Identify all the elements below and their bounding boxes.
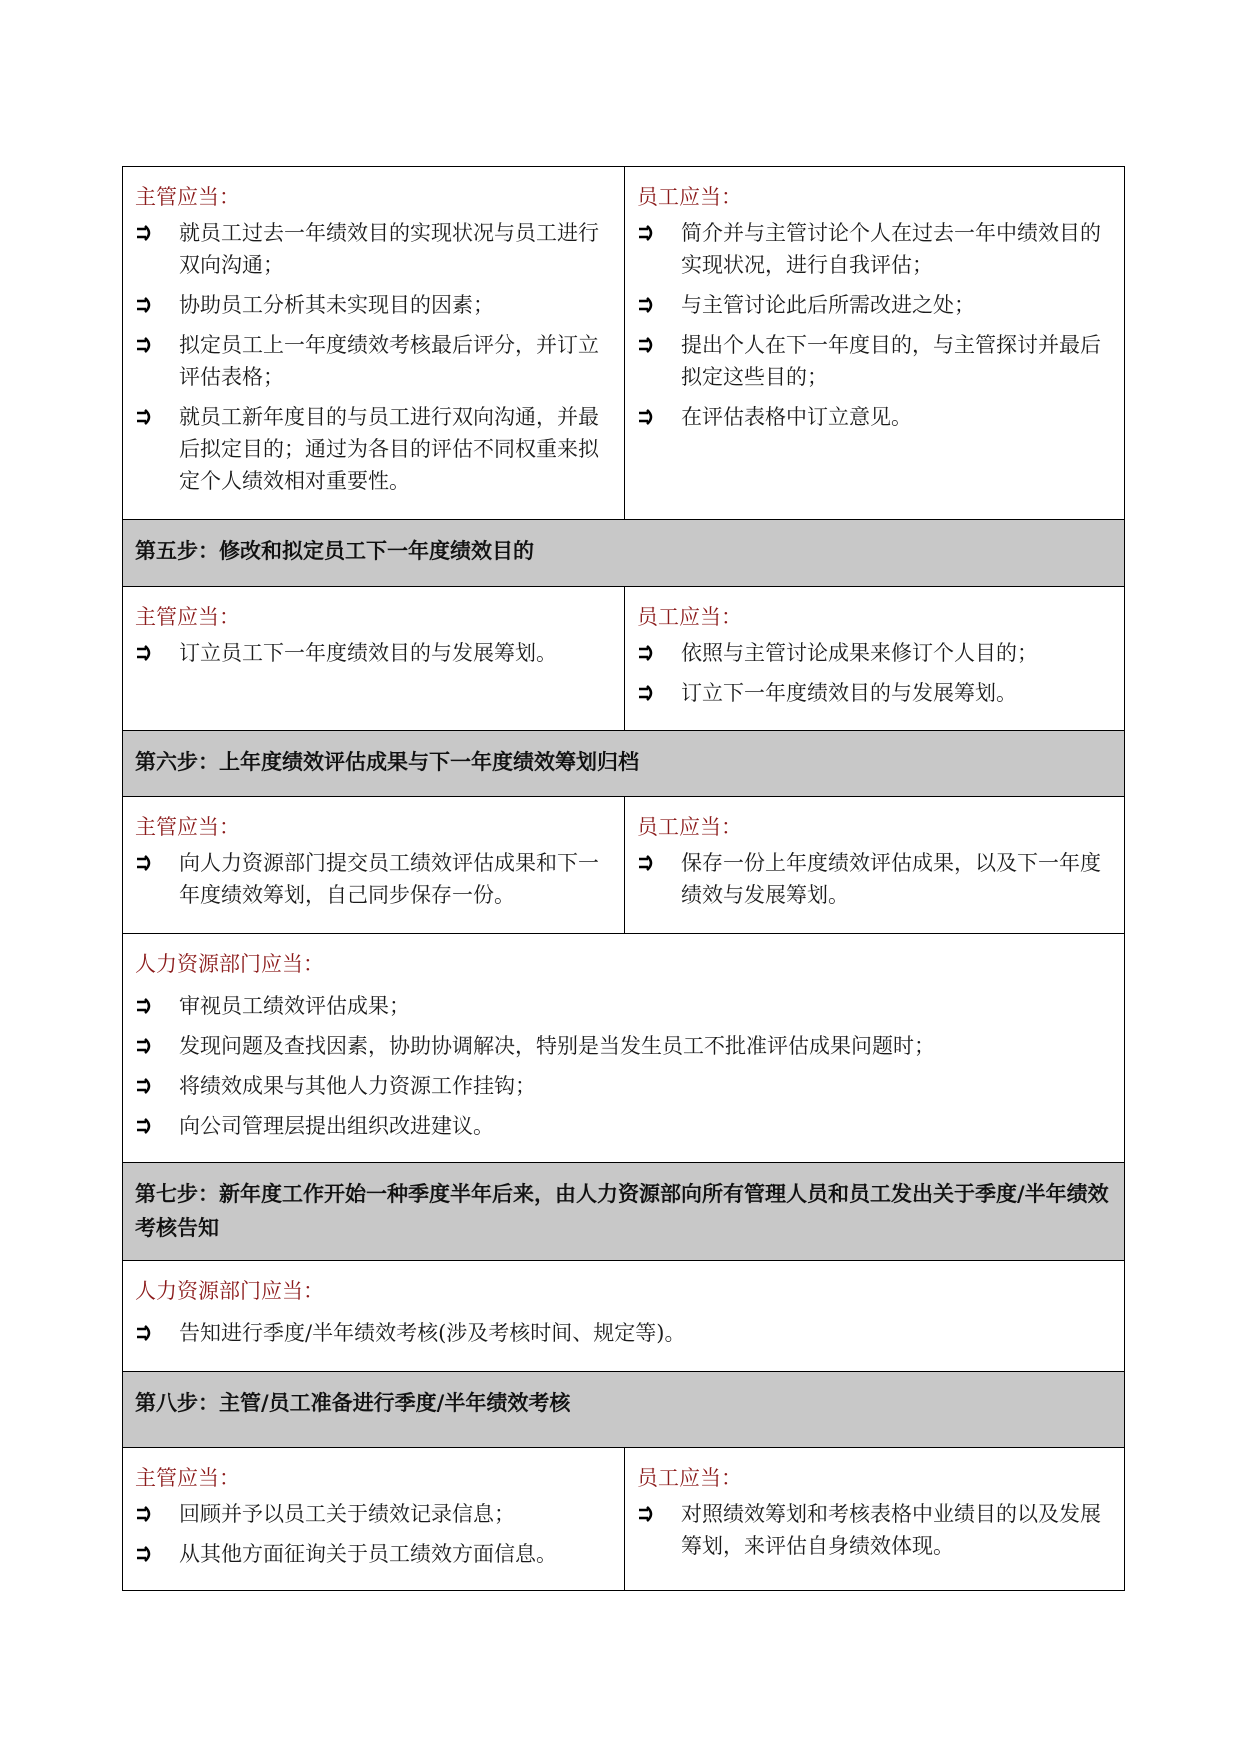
employee-cell bbox=[625, 1448, 1124, 1590]
item-text: 将绩效成果与其他人力资源工作挂钩； bbox=[179, 1074, 536, 1098]
step-five-header bbox=[122, 520, 1125, 587]
list-item bbox=[135, 1030, 1112, 1062]
item-text: 向公司管理层提出组织改进建议。 bbox=[179, 1114, 494, 1138]
list-item bbox=[135, 1110, 1112, 1142]
item-text: 拟定员工上一年度绩效考核最后评分，并订立评估表格； bbox=[179, 333, 599, 389]
list-item bbox=[135, 990, 1112, 1022]
arrow-bullet-icon bbox=[135, 1110, 179, 1134]
item-text: 在评估表格中订立意见。 bbox=[681, 405, 912, 429]
role-heading: 主管应当： bbox=[135, 815, 240, 839]
list-item bbox=[637, 847, 1112, 911]
supervisor-cell bbox=[123, 587, 625, 730]
employee-cell bbox=[625, 167, 1124, 519]
item-text: 订立员工下一年度绩效目的与发展筹划。 bbox=[179, 641, 557, 665]
list-item bbox=[135, 289, 612, 321]
item-text: 依照与主管讨论成果来修订个人目的； bbox=[681, 641, 1038, 665]
supervisor-list bbox=[135, 1498, 612, 1570]
employee-cell bbox=[625, 797, 1124, 933]
employee-list bbox=[637, 637, 1112, 709]
item-text: 发现问题及查找因素，协助协调解决，特别是当发生员工不批准评估成果问题时； bbox=[179, 1034, 935, 1058]
item-text: 从其他方面征询关于员工绩效方面信息。 bbox=[179, 1542, 557, 1566]
item-text: 审视员工绩效评估成果； bbox=[179, 994, 410, 1018]
role-heading: 人力资源部门应当： bbox=[135, 1279, 324, 1303]
list-item bbox=[135, 1070, 1112, 1102]
role-heading: 主管应当： bbox=[135, 185, 240, 209]
arrow-bullet-icon bbox=[135, 1070, 179, 1094]
arrow-bullet-icon bbox=[637, 677, 681, 701]
list-item bbox=[637, 677, 1112, 709]
arrow-bullet-icon bbox=[135, 1498, 179, 1522]
list-item bbox=[135, 847, 612, 911]
list-item bbox=[135, 401, 612, 497]
arrow-bullet-icon bbox=[637, 637, 681, 661]
list-item bbox=[135, 217, 612, 281]
arrow-bullet-icon bbox=[135, 1030, 179, 1054]
supervisor-cell bbox=[123, 1448, 625, 1590]
item-text: 回顾并予以员工关于绩效记录信息； bbox=[179, 1502, 515, 1526]
arrow-bullet-icon bbox=[135, 217, 179, 241]
step-title: 第五步：修改和拟定员工下一年度绩效目的 bbox=[135, 539, 534, 563]
list-item bbox=[637, 217, 1112, 281]
hr-list bbox=[135, 1317, 1112, 1349]
step-six-header bbox=[122, 731, 1125, 797]
item-text: 向人力资源部门提交员工绩效评估成果和下一年度绩效筹划，自己同步保存一份。 bbox=[179, 851, 599, 907]
item-text: 订立下一年度绩效目的与发展筹划。 bbox=[681, 681, 1017, 705]
step-title: 第八步：主管/员工准备进行季度/半年绩效考核 bbox=[135, 1391, 571, 1415]
arrow-bullet-icon bbox=[637, 1498, 681, 1522]
item-text: 对照绩效筹划和考核表格中业绩目的以及发展筹划，来评估自身绩效体现。 bbox=[681, 1502, 1101, 1558]
item-text: 保存一份上年度绩效评估成果，以及下一年度绩效与发展筹划。 bbox=[681, 851, 1101, 907]
step-eight-header bbox=[122, 1372, 1125, 1448]
step-title: 第七步：新年度工作开始一种季度半年后来，由人力资源部向所有管理人员和员工发出关于季度/半年绩效考核告知 bbox=[135, 1182, 1109, 1240]
arrow-bullet-icon bbox=[637, 329, 681, 353]
item-text: 告知进行季度/半年绩效考核(涉及考核时间、规定等)。 bbox=[179, 1321, 686, 1345]
list-item bbox=[637, 1498, 1112, 1562]
hr-cell bbox=[123, 934, 1124, 1160]
item-text: 提出个人在下一年度目的，与主管探讨并最后拟定这些目的； bbox=[681, 333, 1101, 389]
item-text: 就员工新年度目的与员工进行双向沟通，并最后拟定目的；通过为各目的评估不同权重来拟定个人绩效相对重要性。 bbox=[179, 405, 599, 493]
responsibility-row bbox=[122, 166, 1125, 520]
role-heading: 员工应当： bbox=[637, 1466, 742, 1490]
supervisor-list bbox=[135, 217, 612, 497]
arrow-bullet-icon bbox=[637, 289, 681, 313]
supervisor-cell bbox=[123, 167, 625, 519]
role-heading: 员工应当： bbox=[637, 815, 742, 839]
hr-list bbox=[135, 990, 1112, 1142]
arrow-bullet-icon bbox=[135, 637, 179, 661]
arrow-bullet-icon bbox=[135, 289, 179, 313]
list-item bbox=[637, 401, 1112, 433]
arrow-bullet-icon bbox=[135, 329, 179, 353]
role-heading: 主管应当： bbox=[135, 605, 240, 629]
supervisor-list bbox=[135, 847, 612, 911]
item-text: 与主管讨论此后所需改进之处； bbox=[681, 293, 975, 317]
arrow-bullet-icon bbox=[135, 990, 179, 1014]
responsibility-row bbox=[122, 1448, 1125, 1591]
list-item bbox=[637, 637, 1112, 669]
responsibility-row bbox=[122, 587, 1125, 731]
supervisor-cell bbox=[123, 797, 625, 933]
item-text: 就员工过去一年绩效目的实现状况与员工进行双向沟通； bbox=[179, 221, 599, 277]
arrow-bullet-icon bbox=[637, 217, 681, 241]
item-text: 简介并与主管讨论个人在过去一年中绩效目的实现状况，进行自我评估； bbox=[681, 221, 1101, 277]
list-item bbox=[135, 637, 612, 669]
employee-list bbox=[637, 847, 1112, 911]
list-item bbox=[637, 289, 1112, 321]
role-heading: 人力资源部门应当： bbox=[135, 952, 324, 976]
arrow-bullet-icon bbox=[135, 847, 179, 871]
role-heading: 员工应当： bbox=[637, 185, 742, 209]
responsibility-row bbox=[122, 797, 1125, 934]
arrow-bullet-icon bbox=[135, 1317, 179, 1341]
role-heading: 员工应当： bbox=[637, 605, 742, 629]
employee-list bbox=[637, 1498, 1112, 1562]
employee-list bbox=[637, 217, 1112, 433]
supervisor-list bbox=[135, 637, 612, 669]
employee-cell bbox=[625, 587, 1124, 730]
list-item bbox=[135, 1538, 612, 1570]
list-item bbox=[135, 1498, 612, 1530]
step-title: 第六步：上年度绩效评估成果与下一年度绩效筹划归档 bbox=[135, 750, 639, 774]
item-text: 协助员工分析其未实现目的因素； bbox=[179, 293, 494, 317]
arrow-bullet-icon bbox=[637, 847, 681, 871]
arrow-bullet-icon bbox=[637, 401, 681, 425]
list-item bbox=[637, 329, 1112, 393]
hr-cell bbox=[123, 1261, 1124, 1367]
list-item bbox=[135, 1317, 1112, 1349]
hr-responsibility-row bbox=[122, 1261, 1125, 1372]
list-item bbox=[135, 329, 612, 393]
arrow-bullet-icon bbox=[135, 401, 179, 425]
arrow-bullet-icon bbox=[135, 1538, 179, 1562]
document-table bbox=[122, 166, 1125, 1591]
hr-responsibility-row bbox=[122, 934, 1125, 1163]
step-seven-header bbox=[122, 1163, 1125, 1261]
role-heading: 主管应当： bbox=[135, 1466, 240, 1490]
